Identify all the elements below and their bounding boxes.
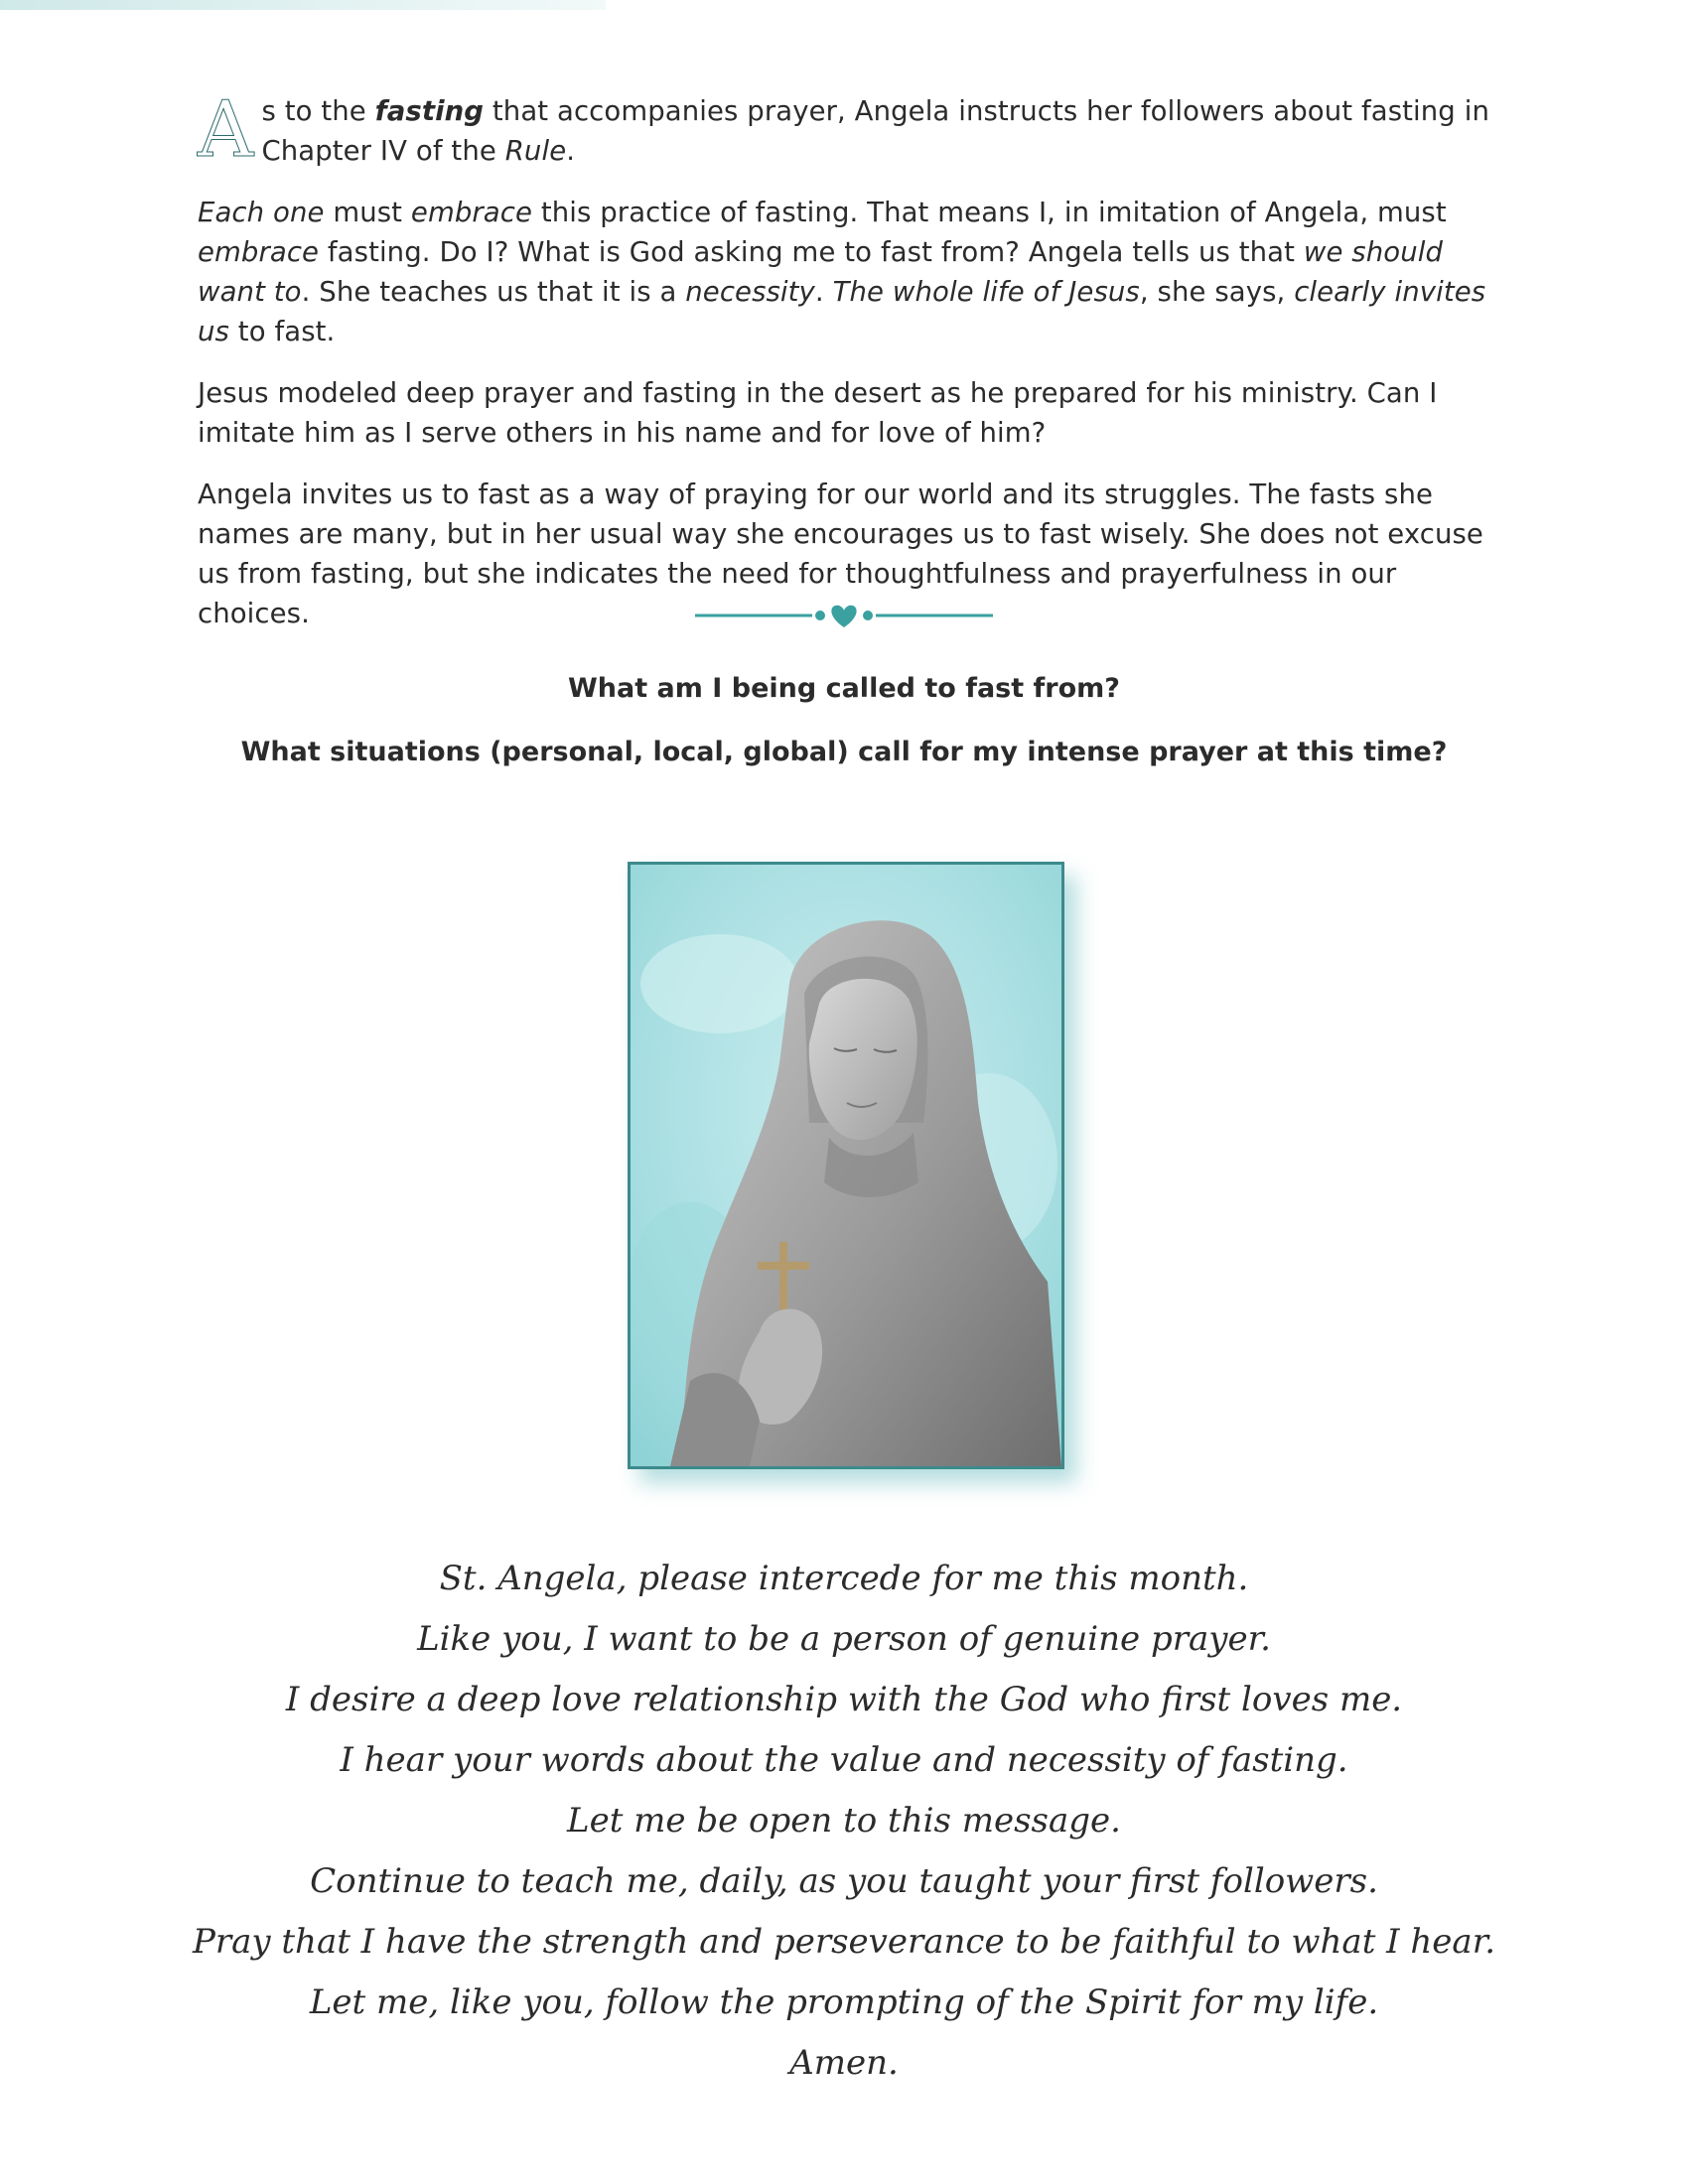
prayer-line: Continue to teach me, daily, as you taught your first followers.: [310, 1861, 1378, 1901]
prayer-line: I hear your words about the value and necessity of fasting.: [340, 1740, 1348, 1780]
reflection-question-1: What am I being called to fast from?: [568, 673, 1120, 704]
text-run: Rule: [504, 135, 567, 167]
text-run: clearly invites us: [198, 276, 1486, 347]
text-run: must: [324, 197, 411, 228]
text-run: necessity: [685, 276, 815, 308]
prayer-line: St. Angela, please intercede for me this month.: [439, 1559, 1249, 1598]
text-run: .: [814, 276, 833, 308]
text-run: that accompanies prayer, Angela instructs her followers about fasting in Chapter IV of the: [261, 95, 1489, 167]
drop-cap: A: [198, 85, 254, 175]
fasting-paragraph: [198, 193, 1498, 351]
angela-fasts-paragraph: Angela invites us to fast as a way of praying for our world and its struggles. The fasts she names are many, but in her usual way she encourages us to fast wisely. She does not excuse us from fasting, but she indicates the need for thoughtfulness and prayerfulness in our choices.: [198, 478, 1483, 629]
text-run: fasting: [374, 95, 485, 127]
text-run: embrace: [410, 197, 532, 228]
prayer-line: Let me be open to this message.: [567, 1801, 1121, 1841]
prayer-line: Pray that I have the strength and perseverance to be faithful to what I hear.: [192, 1922, 1496, 1962]
text-run: The whole life of Jesus: [832, 276, 1140, 308]
prayer-line: Let me, like you, follow the prompting of the Spirit for my life.: [309, 1982, 1379, 2022]
prayer-line: I desire a deep love relationship with the God who first loves me.: [285, 1680, 1403, 1719]
text-run: embrace: [198, 236, 320, 268]
text-run: s to the: [261, 95, 375, 127]
body-text: [198, 85, 1498, 655]
statue-photo: [628, 862, 1064, 1469]
text-run: we should want to: [198, 236, 1444, 308]
intro-text: [261, 95, 1489, 167]
top-edge-strip: [0, 0, 606, 10]
text-run: , she says,: [1139, 276, 1295, 308]
text-run: . She teaches us that it is a: [301, 276, 686, 308]
prayer-text: [0, 1549, 1688, 2094]
jesus-paragraph: Jesus modeled deep prayer and fasting in the desert as he prepared for his ministry. Can I imitate him as I serve others in his name and for love of him?: [198, 377, 1438, 449]
intro-paragraph: [198, 85, 1498, 175]
text-run: to fast.: [228, 316, 336, 347]
prayer-line: Amen.: [789, 2043, 899, 2083]
text-run: fasting. Do I? What is God asking me to fast from? Angela tells us that: [319, 236, 1304, 268]
reflection-question-2: What situations (personal, local, global) call for my intense prayer at this time?: [240, 737, 1448, 767]
text-run: this practice of fasting. That means I, in imitation of Angela, must: [531, 197, 1447, 228]
heart-divider-icon: [695, 596, 993, 635]
text-run: Each one: [198, 197, 325, 228]
prayer-line: Like you, I want to be a person of genuine prayer.: [417, 1619, 1271, 1659]
text-run: .: [566, 135, 576, 167]
statue-photo-icon: [631, 865, 1061, 1466]
